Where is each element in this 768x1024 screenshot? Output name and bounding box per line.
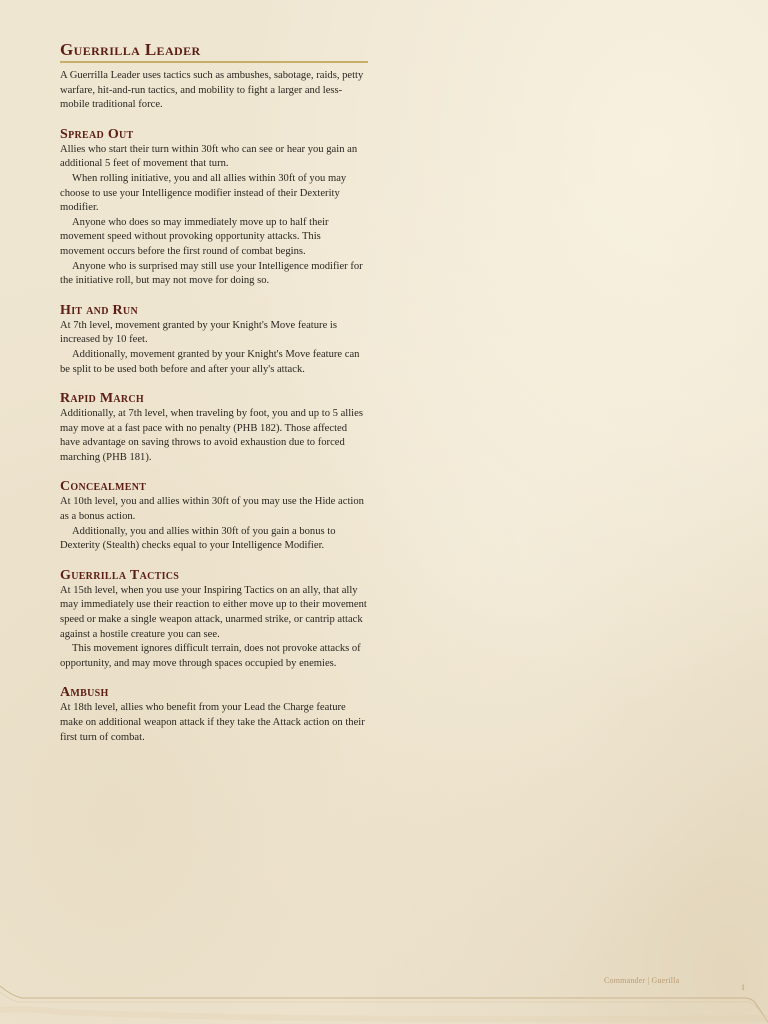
- section-paragraph: At 7th level, movement granted by your Knight's Move feature is increased by 10 feet.: [60, 319, 337, 346]
- section-paragraph: This movement ignores difficult terrain, does not provoke attacks of opportunity, and may move through spaces occupied by enemies.: [60, 643, 361, 669]
- section-guerrilla-tactics: [60, 568, 368, 672]
- section-spread-out: [60, 127, 368, 289]
- section-paragraph: At 18th level, allies who benefit from your Lead the Charge feature make on additional weapon attack if they take the Attack action on their first turn of combat.: [60, 702, 365, 743]
- section-heading: Concealment: [60, 479, 147, 495]
- section-heading: Spread Out: [60, 126, 134, 142]
- section-heading: Hit and Run: [60, 302, 138, 318]
- section-concealment: [60, 479, 368, 553]
- section-paragraph: At 10th level, you and allies within 30ft of you may use the Hide action as a bonus action.: [60, 496, 364, 523]
- section-ambush: [60, 685, 368, 745]
- section-rapid-march: [60, 391, 368, 465]
- section-paragraph: Additionally, at 7th level, when traveling by foot, you and up to 5 allies may move at a fast pace with no penalty (PHB 182). Those affected have advantage on saving throws to avoid exhaustion due to forced marching (PHB 181).: [60, 408, 363, 463]
- intro-paragraph: A Guerrilla Leader uses tactics such as ambushes, sabotage, raids, petty warfare, hit-and-run tactics, and mobility to fight a larger and less-mobile traditional force.: [60, 70, 364, 111]
- footer-label: Commander | Guerilla: [604, 976, 680, 985]
- section-paragraph: When rolling initiative, you and all allies within 30ft of you may choose to use your Intelligence modifier instead of their Dexterity modifier.: [60, 172, 347, 214]
- section-paragraph: Allies who start their turn within 30ft who can see or hear you gain an additional 5 feet of movement that turn.: [60, 143, 358, 170]
- section-paragraph: Anyone who is surprised may still use your Intelligence modifier for the initiative roll, but may not move for doing so.: [60, 260, 363, 287]
- section-paragraph: Additionally, you and allies within 30ft of you gain a bonus to Dexterity (Stealth) checks equal to your Intelligence Modifier.: [60, 525, 336, 552]
- footer-ornament: [0, 982, 768, 1024]
- section-heading: Rapid March: [60, 391, 145, 407]
- section-paragraph: At 15th level, when you use your Inspiring Tactics on an ally, that ally may immediately use their reaction to either move up to their movement speed or make a single weapon attack, unarmed strike, or cantrip attack against a hostile creature you can see.: [60, 584, 367, 640]
- page-number: 1: [741, 983, 745, 992]
- section-paragraph: Anyone who does so may immediately move up to half their movement speed without provoking opportunity attacks. This movement occurs before the first round of combat begins.: [60, 216, 329, 257]
- section-hit-and-run: [60, 303, 368, 377]
- main-column: [60, 40, 368, 745]
- page-title: Guerrilla Leader: [60, 40, 368, 63]
- section-heading: Guerrilla Tactics: [60, 567, 180, 583]
- section-paragraph: Additionally, movement granted by your Knight's Move feature can be split to be used both before and after your ally's attack.: [60, 348, 360, 375]
- section-heading: Ambush: [60, 685, 109, 701]
